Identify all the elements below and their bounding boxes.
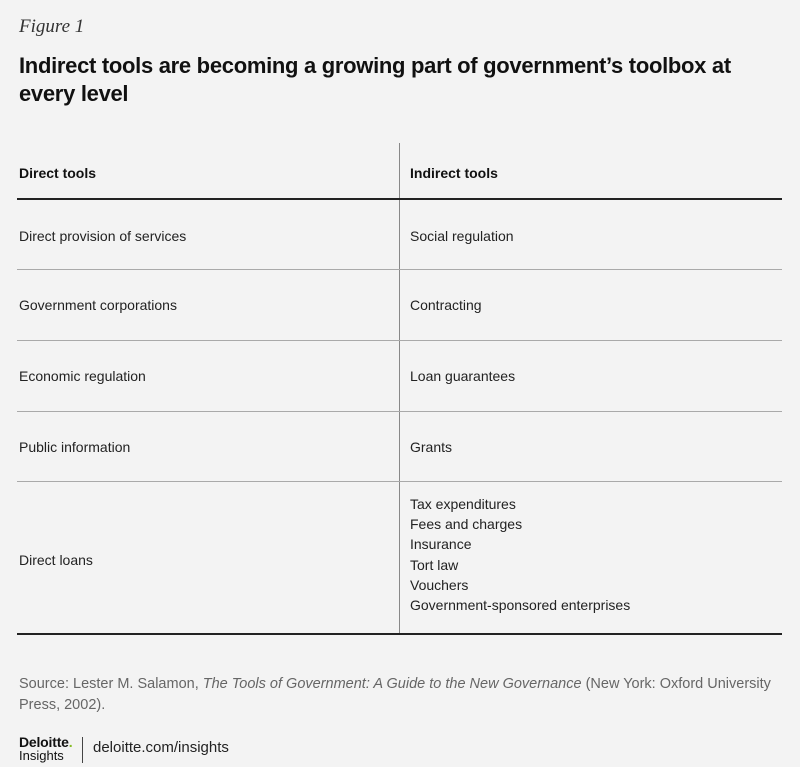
- logo-wordmark: Deloitte: [19, 734, 69, 750]
- list-item: Tax expenditures: [410, 496, 516, 512]
- row-1-indirect: Social regulation: [410, 228, 514, 244]
- row-5-indirect-list: [410, 494, 630, 615]
- column-divider: [399, 143, 400, 635]
- row-4-direct: Public information: [19, 439, 131, 455]
- row-4-indirect: Grants: [410, 439, 453, 455]
- row-2-indirect: Contracting: [410, 297, 482, 313]
- header-direct-tools: Direct tools: [19, 165, 97, 181]
- row-2-direct: Government corporations: [19, 297, 177, 313]
- figure-title: Indirect tools are becoming a growing part of government’s toolbox at every level: [19, 53, 731, 106]
- list-item: Fees and charges: [410, 516, 523, 533]
- header-indirect-tools: Indirect tools: [410, 165, 498, 181]
- source-book-title: The Tools of Government: A Guide to the New Governance: [202, 676, 582, 692]
- list-item: Government-sponsored enterprises: [410, 597, 631, 614]
- logo-green-dot: .: [68, 734, 73, 750]
- source-prefix: Source: Lester M. Salamon,: [19, 676, 203, 692]
- figure-label: Figure 1: [19, 16, 85, 37]
- row-3-direct: Economic regulation: [19, 368, 146, 384]
- row-1-direct: Direct provision of services: [19, 228, 187, 244]
- logo-insights: Insights: [19, 748, 64, 763]
- source-note: [19, 674, 779, 716]
- row-divider: [17, 481, 782, 482]
- tools-table: [17, 143, 782, 635]
- source-suffix: (New York: Oxford University Press, 2002).: [19, 676, 771, 713]
- row-divider: [17, 411, 782, 412]
- list-item: Vouchers: [410, 576, 469, 593]
- row-divider: [17, 340, 782, 341]
- footer-divider: [82, 737, 83, 763]
- row-divider: [17, 269, 782, 270]
- header-rule: [17, 198, 782, 200]
- row-5-direct: Direct loans: [19, 552, 93, 568]
- row-3-indirect: Loan guarantees: [410, 368, 516, 384]
- footer-url: deloitte.com/insights: [93, 739, 229, 756]
- list-item: Tort law: [410, 556, 459, 573]
- table-bottom-rule: [17, 633, 782, 635]
- list-item: Insurance: [410, 536, 472, 553]
